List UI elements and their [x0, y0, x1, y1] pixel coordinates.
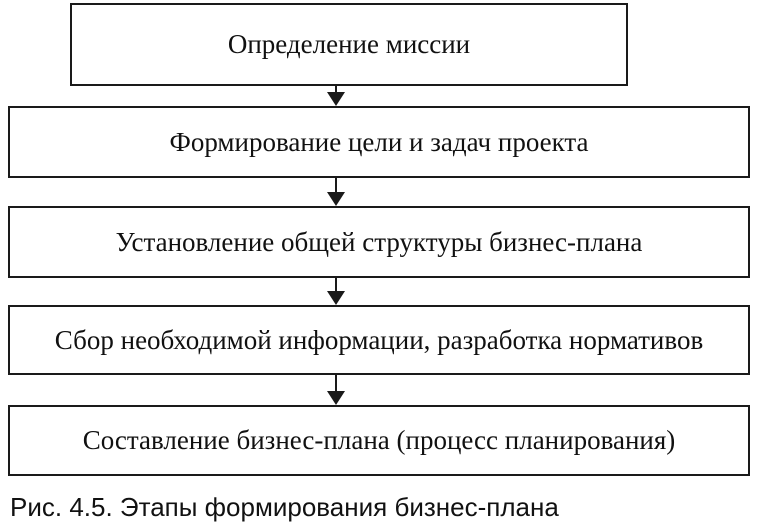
step-label-information: Сбор необходимой информации, разработка нормативов	[54, 324, 704, 355]
step-label-structure: Установление общей структуры бизнес-плана	[115, 226, 643, 257]
step-box-structure	[8, 206, 750, 278]
step-label-mission: Определение миссии	[227, 29, 471, 59]
step-label-goals: Формирование цели и задач проекта	[169, 126, 589, 157]
step-label-planning: Составление бизнес-плана (процесс планирования)	[82, 425, 676, 455]
step-box-planning	[8, 405, 750, 476]
arrow-down-icon	[326, 375, 346, 405]
arrow-down-icon	[326, 86, 346, 106]
arrow-down-icon	[326, 278, 346, 305]
step-box-information	[8, 305, 750, 375]
arrow-down-icon	[326, 178, 346, 206]
step-box-mission	[70, 3, 628, 86]
step-box-goals	[8, 106, 750, 178]
figure-caption: Рис. 4.5. Этапы формирования бизнес-плана	[10, 492, 559, 522]
